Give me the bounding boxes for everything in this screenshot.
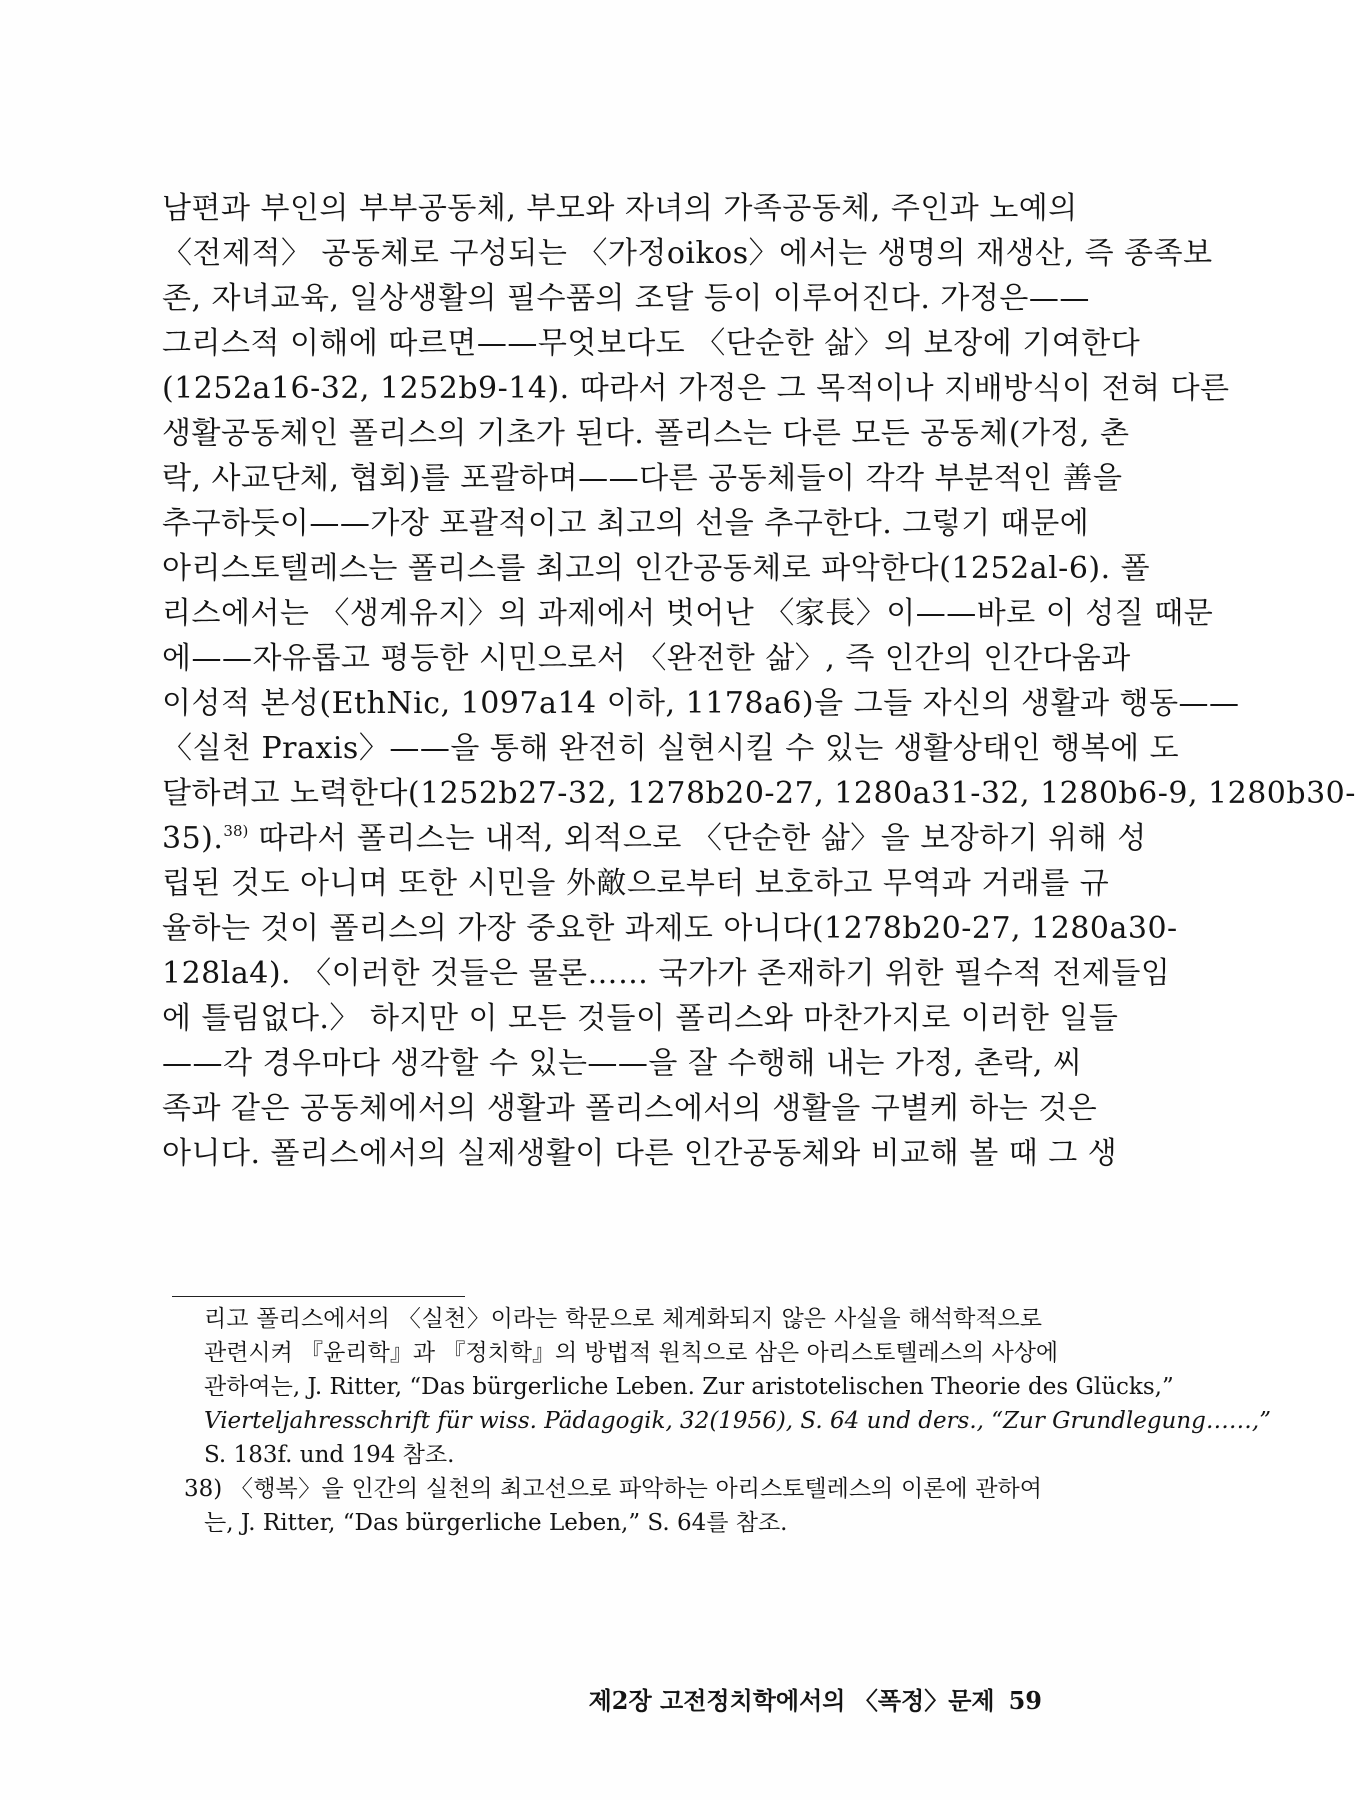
footnote-line: Vierteljahresschrift für wiss. Pädagogik, 32(1956), S. 64 und ders., “Zur Grundlegung……,”	[204, 1408, 1271, 1434]
footnote-line: 리고 폴리스에서의 〈실천〉이라는 학문으로 체계화되지 않은 사실을 해석학적으로	[204, 1306, 1042, 1332]
running-footer	[580, 1681, 1042, 1721]
text-line: 립된 것도 아니며 또한 시민을 外敵으로부터 보호하고 무역과 거래를 규	[162, 866, 1110, 901]
footnote-line: S. 183f. und 194 참조.	[204, 1442, 455, 1468]
text-line: (1252a16-32, 1252b9-14). 따라서 가정은 그 목적이나 지배방식이 전혀 다른	[162, 371, 1230, 406]
text-line: 리스에서는 〈생계유지〉의 과제에서 벗어난 〈家長〉이——바로 이 성질 때문	[162, 596, 1214, 631]
line-start: 35).	[162, 821, 224, 856]
page-number: 59	[1008, 1686, 1042, 1715]
footnote-line: 관하여는, J. Ritter, “Das bürgerliche Leben. Zur aristotelischen Theorie des Glücks,”	[204, 1374, 1174, 1400]
text-line: 남편과 부인의 부부공동체, 부모와 자녀의 가족공동체, 주인과 노예의	[162, 191, 1078, 226]
text-line: 생활공동체인 폴리스의 기초가 된다. 폴리스는 다른 모든 공동체(가정, 촌	[162, 416, 1130, 451]
text-line: 128la4). 〈이러한 것들은 물론…… 국가가 존재하기 위한 필수적 전제들임	[162, 956, 1171, 991]
text-line: 에 틀림없다.〉 하지만 이 모든 것들이 폴리스와 마찬가지로 이러한 일들	[162, 1001, 1119, 1036]
chapter-title: 제2장 고전정치학에서의 〈폭정〉문제	[588, 1686, 995, 1715]
text-line: 족과 같은 공동체에서의 생활과 폴리스에서의 생활을 구별케 하는 것은	[162, 1091, 1098, 1126]
line-rest: 따라서 폴리스는 내적, 외적으로 〈단순한 삶〉을 보장하기 위해 성	[258, 821, 1147, 856]
text-line: 달하려고 노력한다(1252b27-32, 1278b20-27, 1280a31-32, 1280b6-9, 1280b30-	[162, 776, 1356, 811]
main-text-block	[162, 186, 1356, 1176]
text-line: 에——자유롭고 평등한 시민으로서 〈완전한 삶〉, 즉 인간의 인간다움과	[162, 641, 1131, 676]
text-line: 율하는 것이 폴리스의 가장 중요한 과제도 아니다(1278b20-27, 1280a30-	[162, 911, 1178, 946]
text-line: 락, 사교단체, 협회)를 포괄하며——다른 공동체들이 각각 부분적인 善을	[162, 461, 1123, 496]
footnote-38-cont: 는, J. Ritter, “Das bürgerliche Leben,” S. 64를 참조.	[204, 1510, 788, 1536]
text-line: 그리스적 이해에 따르면——무엇보다도 〈단순한 삶〉의 보장에 기여한다	[162, 326, 1141, 361]
text-line: 이성적 본성(EthNic, 1097a14 이하, 1178a6)을 그들 자신의 생활과 행동——	[162, 686, 1240, 721]
text-line: 아리스토텔레스는 폴리스를 최고의 인간공동체로 파악한다(1252al-6). 폴	[162, 551, 1151, 586]
text-line: 아니다. 폴리스에서의 실제생활이 다른 인간공동체와 비교해 볼 때 그 생	[162, 1136, 1118, 1171]
text-line: 〈실천 Praxis〉——을 통해 완전히 실현시킬 수 있는 생활상태인 행복에 도	[162, 731, 1180, 766]
text-line: 추구하듯이——가장 포괄적이고 최고의 선을 추구한다. 그렇기 때문에	[162, 506, 1090, 541]
footnotes-block	[184, 1302, 1271, 1540]
text-line-with-footnote-ref	[162, 816, 1147, 861]
footnote-38: 38) 〈행복〉을 인간의 실천의 최고선으로 파악하는 아리스토텔레스의 이론에 관하여	[184, 1476, 1042, 1502]
footnote-line: 관련시켜 『윤리학』과 『정치학』의 방법적 원칙으로 삼은 아리스토텔레스의 사상에	[204, 1340, 1059, 1366]
footnote-separator	[172, 1296, 465, 1297]
text-line: 〈전제적〉 공동체로 구성되는 〈가정oikos〉에서는 생명의 재생산, 즉 종족보	[162, 236, 1213, 271]
text-line: 존, 자녀교육, 일상생활의 필수품의 조달 등이 이루어진다. 가정은——	[162, 281, 1090, 316]
text-line: ——각 경우마다 생각할 수 있는——을 잘 수행해 내는 가정, 촌락, 씨	[162, 1046, 1083, 1081]
footnote-ref-38[interactable]: 38)	[223, 822, 249, 840]
